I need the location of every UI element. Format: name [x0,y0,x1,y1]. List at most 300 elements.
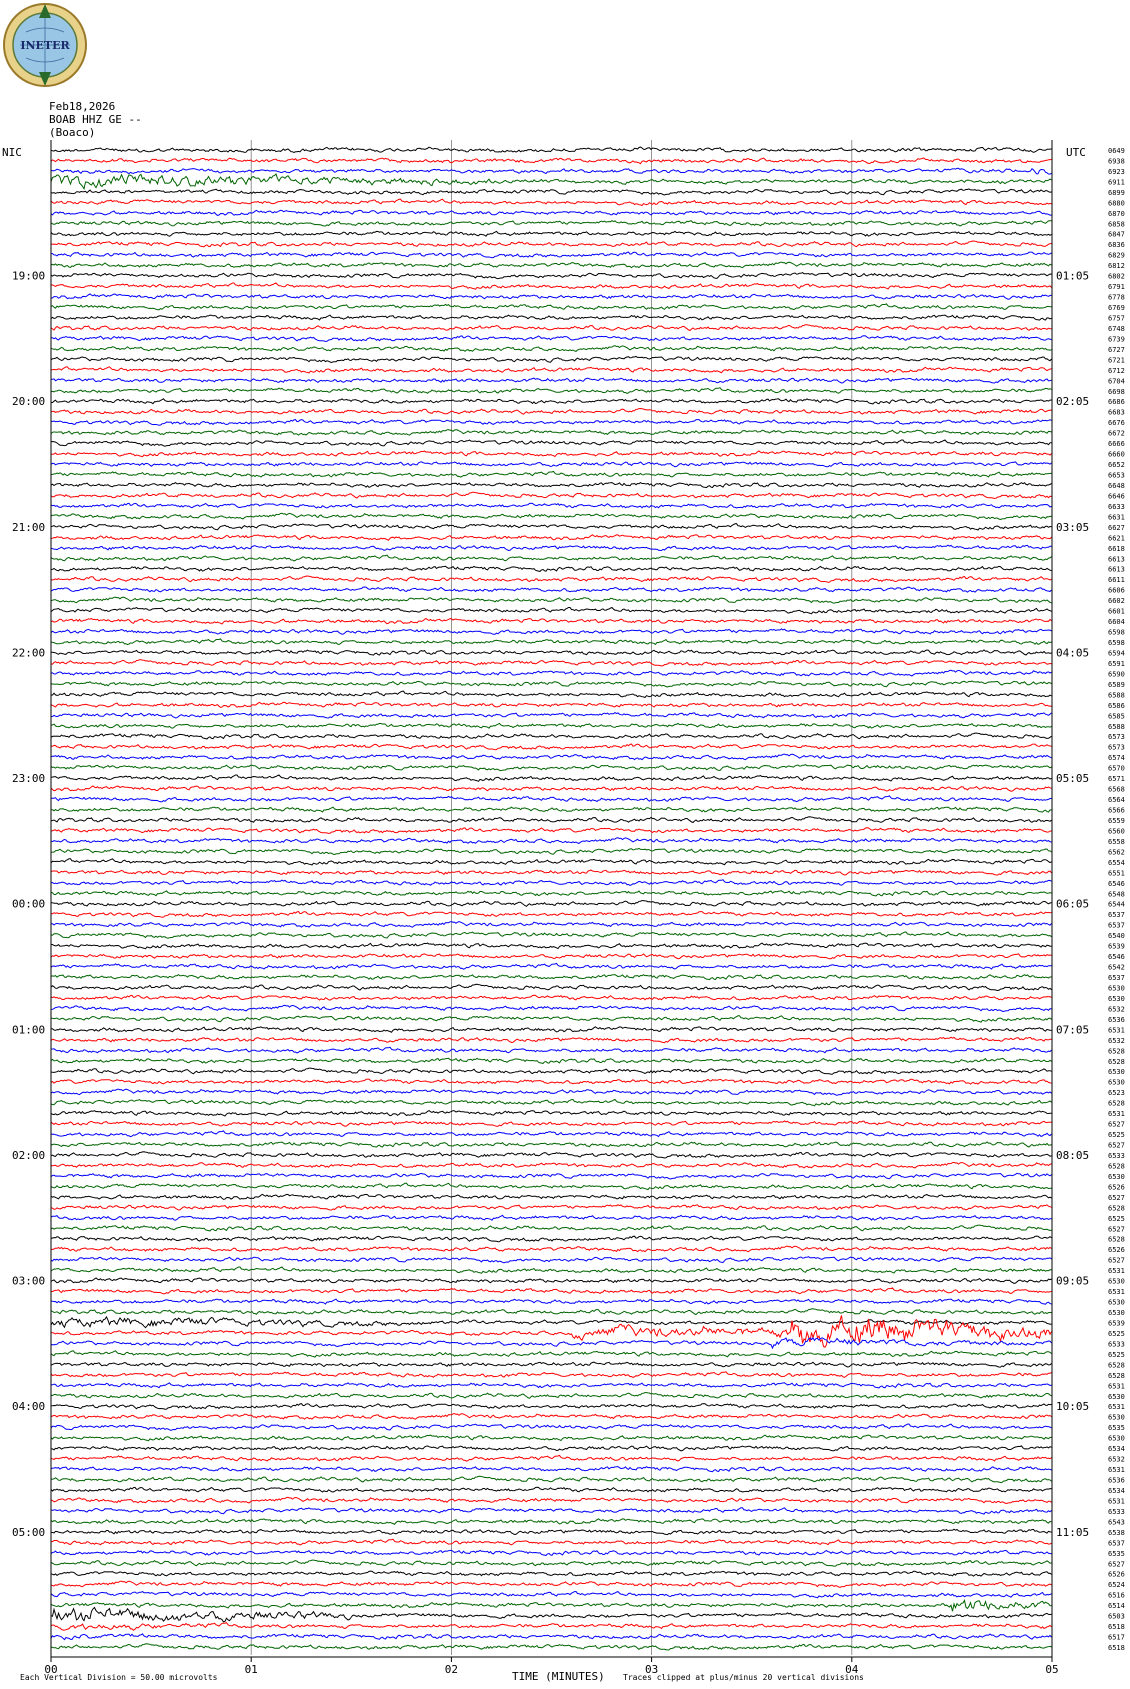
trace-number: 6528 [1108,1099,1125,1108]
seismic-trace [51,880,1052,886]
trace-number: 6604 [1108,618,1125,627]
trace-number: 6589 [1108,680,1125,689]
trace-number: 6538 [1108,1528,1125,1537]
x-tick-label: 00 [44,1663,58,1676]
seismic-trace [51,1225,1052,1231]
trace-number: 6558 [1108,837,1125,846]
seismic-trace [51,199,1052,205]
seismic-trace [51,1550,1052,1555]
seismic-trace [51,1142,1052,1147]
seismic-trace [51,336,1052,342]
trace-number: 6527 [1108,1256,1125,1265]
seismic-trace [51,932,1052,938]
trace-number: 6530 [1108,1078,1125,1087]
trace-number: 6570 [1108,764,1125,773]
seismic-trace [51,388,1052,394]
trace-number: 6672 [1108,429,1125,438]
trace-number: 6573 [1108,733,1125,742]
seismic-trace [51,1508,1052,1514]
left-hour-label: 19:00 [12,269,46,283]
seismic-trace [51,660,1052,666]
trace-number: 6544 [1108,900,1125,909]
trace-number: 6601 [1108,607,1125,616]
seismic-trace [51,1435,1052,1441]
seismic-trace [51,691,1052,697]
seismic-trace [51,1288,1052,1294]
right-hour-label: 09:05 [1056,1274,1090,1288]
left-hour-label: 05:00 [12,1525,46,1539]
trace-number: 6560 [1108,827,1125,836]
station-label: BOAB HHZ GE -- [49,113,142,126]
seismic-trace [51,273,1052,279]
seismic-trace [51,1246,1052,1252]
trace-number: 6880 [1108,199,1125,208]
trace-number: 6531 [1108,1110,1125,1119]
seismic-trace [51,1058,1052,1063]
seismic-trace [51,828,1052,834]
trace-number: 6530 [1108,984,1125,993]
seismic-trace [51,262,1052,268]
seismic-trace [51,1089,1052,1095]
seismic-trace [51,1455,1052,1461]
scale-note: Each Vertical Division = 50.00 microvolts [20,1673,218,1682]
seismic-trace [51,1267,1052,1273]
seismic-trace [51,733,1052,739]
seismic-trace [51,1068,1052,1074]
trace-number: 6528 [1108,1235,1125,1244]
seismic-trace [51,1497,1052,1503]
right-hour-label: 06:05 [1056,897,1090,911]
left-hour-label: 03:00 [12,1274,46,1288]
trace-number: 6528 [1108,1047,1125,1056]
x-tick-label: 02 [444,1663,459,1676]
trace-number: 6618 [1108,544,1125,553]
seismic-trace [51,891,1052,896]
seismic-trace [51,775,1052,781]
seismic-trace [51,650,1052,655]
trace-number: 6527 [1108,1141,1125,1150]
trace-number: 6536 [1108,1476,1125,1485]
trace-number: 6923 [1108,167,1125,176]
trace-number: 6546 [1108,879,1125,888]
right-hour-label: 11:05 [1056,1525,1090,1539]
seismic-trace [51,174,1052,189]
seismic-trace [51,1446,1052,1451]
seismic-trace [51,252,1052,258]
right-hour-label: 07:05 [1056,1023,1090,1037]
seismic-trace [51,462,1052,467]
seismic-trace [51,1162,1052,1168]
trace-number: 6686 [1108,398,1125,407]
trace-number: 6539 [1108,1319,1125,1328]
right-hour-label: 03:05 [1056,520,1090,534]
seismic-trace [51,608,1052,614]
trace-number: 6532 [1108,1005,1125,1014]
trace-number: 6683 [1108,408,1125,417]
left-hour-label: 01:00 [12,1023,46,1037]
trace-number: 6530 [1108,1068,1125,1077]
trace-number: 6748 [1108,324,1125,333]
trace-number: 6534 [1108,1445,1125,1454]
trace-number: 6739 [1108,335,1125,344]
seismic-trace [51,1100,1052,1106]
trace-number: 6829 [1108,251,1125,260]
seismic-trace [51,576,1052,582]
seismic-trace [51,1309,1052,1315]
seismic-trace [51,1560,1052,1566]
trace-number: 6528 [1108,1204,1125,1213]
trace-number: 6847 [1108,230,1125,239]
trace-number: 6527 [1108,1560,1125,1569]
seismic-trace [51,629,1052,634]
trace-number: 6536 [1108,1015,1125,1024]
trace-number: 6899 [1108,188,1125,197]
seismic-trace [51,1317,1052,1328]
trace-number: 6531 [1108,1026,1125,1035]
seismic-trace [51,430,1052,436]
trace-number: 6530 [1108,1309,1125,1318]
seismic-trace [51,555,1052,561]
trace-number: 6530 [1108,994,1125,1003]
trace-number: 6528 [1108,1361,1125,1370]
seismic-trace [51,451,1052,457]
right-hour-label: 08:05 [1056,1148,1090,1162]
trace-number: 6530 [1108,1172,1125,1181]
left-hour-labels [12,270,45,1539]
seismic-trace [51,1257,1052,1263]
seismic-trace [51,702,1052,707]
trace-number: 6704 [1108,377,1125,386]
seismic-trace [51,1476,1052,1482]
seismic-trace [51,315,1052,320]
seismic-trace [51,1424,1052,1430]
trace-number: 6769 [1108,304,1125,313]
trace-number: 6802 [1108,272,1125,281]
trace-number: 6938 [1108,157,1125,166]
trace-number: 6721 [1108,356,1125,365]
seismic-trace [51,1027,1052,1032]
seismic-trace [51,1592,1052,1598]
trace-number: 6606 [1108,586,1125,595]
trace-number: 6539 [1108,942,1125,951]
seismic-trace [51,483,1052,488]
seismic-trace [51,1372,1052,1378]
seismic-trace [51,492,1052,498]
trace-number: 6526 [1108,1570,1125,1579]
date-label: Feb18,2026 [49,100,116,113]
seismic-trace [51,346,1052,352]
trace-number: 6574 [1108,754,1125,763]
seismic-trace [51,524,1052,530]
trace-number: 6527 [1108,1193,1125,1202]
trace-number: 6653 [1108,471,1125,480]
seismic-trace [51,1111,1052,1116]
trace-number: 6531 [1108,1497,1125,1506]
trace-number: 6542 [1108,963,1125,972]
x-tick-label: 03 [644,1663,659,1676]
seismic-trace [51,399,1052,404]
seismic-trace [51,1393,1052,1399]
left-hour-label: 04:00 [12,1400,46,1414]
trace-number: 6525 [1108,1329,1125,1338]
seismic-trace [51,1215,1052,1220]
trace-number: 6534 [1108,1486,1125,1495]
trace-number: 6562 [1108,848,1125,857]
seismic-trace [51,1634,1052,1640]
seismic-trace [51,503,1052,508]
trace-number: 6633 [1108,502,1125,511]
seismic-trace [51,1414,1052,1420]
right-hour-label: 04:05 [1056,646,1090,660]
seismic-trace [51,158,1052,164]
seismic-trace [51,954,1052,959]
left-hour-label: 22:00 [12,646,46,660]
trace-number: 6586 [1108,701,1125,710]
seismic-trace [51,975,1052,980]
seismic-trace [51,765,1052,771]
seismic-trace [51,619,1052,625]
seismic-trace [51,597,1052,603]
trace-number: 6559 [1108,816,1125,825]
trace-number: 6525 [1108,1350,1125,1359]
trace-number: 6613 [1108,565,1125,574]
x-axis-label: TIME (MINUTES) [512,1670,605,1683]
trace-number: 6531 [1108,1466,1125,1475]
seismic-trace [51,231,1052,236]
seismic-trace [51,1183,1052,1189]
seismic-trace [51,670,1052,676]
seismic-trace [51,1079,1052,1084]
seismic-trace [51,723,1052,728]
seismic-trace [51,1236,1052,1242]
seismic-trace [51,513,1052,519]
seismic-trace [51,566,1052,571]
left-hour-label: 00:00 [12,897,46,911]
seismic-trace [51,1571,1052,1576]
left-hour-label: 20:00 [12,395,46,409]
seismic-trace [51,1362,1052,1367]
seismic-trace [51,587,1052,592]
seismic-trace [51,1121,1052,1126]
left-hour-label: 21:00 [12,520,46,534]
seismic-trace [51,639,1052,645]
seismic-trace [51,210,1052,215]
trace-number: 0649 [1108,147,1125,155]
trace-number: 6727 [1108,345,1125,354]
clip-note: Traces clipped at plus/minus 20 vertical divisions [623,1673,864,1682]
seismic-trace [51,681,1052,687]
trace-number: 6531 [1108,1267,1125,1276]
seismic-trace [51,1519,1052,1525]
x-tick-label: 04 [845,1663,859,1676]
trace-number: 6537 [1108,1539,1125,1548]
trace-number: 6712 [1108,366,1125,375]
trace-number: 6621 [1108,534,1125,543]
trace-number: 6535 [1108,1424,1125,1433]
trace-number: 6757 [1108,314,1125,323]
seismic-trace [51,420,1052,426]
left-hour-label: 02:00 [12,1148,46,1162]
trace-number: 6571 [1108,775,1125,784]
trace-number: 6532 [1108,1455,1125,1464]
seismic-trace [51,796,1052,802]
trace-number: 6911 [1108,178,1125,187]
seismic-trace [51,1016,1052,1022]
seismic-trace [51,807,1052,812]
seismic-trace [51,713,1052,718]
seismic-trace [51,848,1052,854]
trace-number: 6660 [1108,450,1125,459]
trace-number: 6698 [1108,387,1125,396]
trace-number: 6613 [1108,555,1125,564]
seismic-trace [51,1608,1052,1622]
seismic-trace [51,963,1052,969]
trace-number: 6531 [1108,1288,1125,1297]
seismic-trace [51,912,1052,918]
seismic-trace [51,744,1052,750]
trace-number: 6537 [1108,921,1125,930]
x-tick-label: 05 [1045,1663,1059,1676]
trace-number: 6590 [1108,670,1125,679]
seismic-trace [51,870,1052,875]
trace-number: 6514 [1108,1602,1125,1611]
trace-number: 6530 [1108,1434,1125,1443]
trace-number: 6602 [1108,597,1125,606]
trace-number: 6588 [1108,691,1125,700]
trace-number: 6524 [1108,1581,1125,1590]
seismic-trace [51,838,1052,844]
seismic-trace [51,367,1052,373]
seismic-trace [51,984,1052,990]
seismic-trace [51,189,1052,195]
trace-number: 6517 [1108,1633,1125,1642]
trace-number: 6566 [1108,806,1125,815]
trace-number: 6535 [1108,1549,1125,1558]
trace-number: 6503 [1108,1612,1125,1621]
seismic-trace [51,1005,1052,1011]
right-timezone-label: UTC [1066,146,1086,159]
trace-number: 6530 [1108,1277,1125,1286]
trace-number: 6778 [1108,293,1125,302]
trace-number: 6533 [1108,1151,1125,1160]
seismic-trace [51,535,1052,540]
logo-text: INETER [20,39,70,52]
trace-number: 6666 [1108,440,1125,449]
seismic-trace [51,378,1052,383]
seismic-trace [51,356,1052,362]
seismic-trace [51,922,1052,928]
seismic-trace [51,294,1052,299]
trace-number: 6540 [1108,932,1125,941]
seismic-trace [51,409,1052,415]
seismic-trace [51,1529,1052,1534]
trace-number: 6526 [1108,1246,1125,1255]
plot-frame [51,140,1052,1657]
trace-number: 6528 [1108,1371,1125,1380]
trace-number: 6598 [1108,639,1125,648]
seismic-trace [51,147,1052,152]
trace-number: 6646 [1108,492,1125,501]
trace-number: 6533 [1108,1507,1125,1516]
trace-number: 6516 [1108,1591,1125,1600]
seismic-trace [51,817,1052,823]
trace-number: 6525 [1108,1131,1125,1140]
trace-number: 6631 [1108,513,1125,522]
seismic-trace [51,440,1052,446]
trace-number: 6527 [1108,1120,1125,1129]
trace-number: 6537 [1108,911,1125,920]
seismic-trace [51,471,1052,477]
trace-number: 6518 [1108,1623,1125,1632]
trace-number: 6554 [1108,858,1125,867]
seismic-trace [51,1338,1052,1348]
seismic-trace [51,241,1052,247]
trace-number: 6537 [1108,974,1125,983]
seismic-trace [51,1299,1052,1304]
seismic-trace [51,545,1052,550]
trace-number-labels [1108,147,1125,1652]
trace-number: 6858 [1108,220,1125,229]
trace-number: 6585 [1108,712,1125,721]
seismic-trace [51,943,1052,949]
seismic-trace [51,859,1052,865]
trace-number: 6652 [1108,461,1125,470]
seismic-trace [51,786,1052,791]
seismic-trace [51,1047,1052,1053]
right-hour-label: 02:05 [1056,395,1090,409]
trace-number: 6611 [1108,576,1125,585]
trace-number: 6627 [1108,523,1125,532]
trace-number: 6588 [1108,722,1125,731]
left-timezone-label: NIC [2,146,22,159]
seismic-trace [51,754,1052,760]
trace-number: 6870 [1108,209,1125,218]
trace-number: 6523 [1108,1089,1125,1098]
trace-number: 6531 [1108,1403,1125,1412]
trace-number: 6528 [1108,1162,1125,1171]
trace-number: 6598 [1108,628,1125,637]
trace-number: 6531 [1108,1382,1125,1391]
trace-number: 6526 [1108,1183,1125,1192]
seismic-trace [51,1131,1052,1137]
trace-number: 6648 [1108,481,1125,490]
trace-number: 6791 [1108,283,1125,292]
seismic-trace [51,1278,1052,1283]
trace-number: 6530 [1108,1392,1125,1401]
trace-number: 6533 [1108,1340,1125,1349]
trace-number: 6564 [1108,796,1125,805]
trace-number: 6532 [1108,1036,1125,1045]
trace-group [51,147,1052,1650]
trace-number: 6591 [1108,659,1125,668]
seismic-trace [51,304,1052,310]
right-hour-labels [1056,270,1089,1539]
seismic-trace [51,1581,1052,1587]
seismic-trace [51,325,1052,331]
seismic-trace [51,1194,1052,1199]
trace-number: 6530 [1108,1413,1125,1422]
seismic-trace [51,1600,1052,1611]
seismic-trace [51,168,1052,174]
right-hour-label: 10:05 [1056,1400,1090,1414]
trace-number: 6568 [1108,785,1125,794]
seismic-trace [51,1383,1052,1388]
seismic-trace [51,1205,1052,1210]
trace-number: 6543 [1108,1518,1125,1527]
trace-number: 6836 [1108,241,1125,250]
trace-number: 6548 [1108,890,1125,899]
trace-number: 6525 [1108,1214,1125,1223]
